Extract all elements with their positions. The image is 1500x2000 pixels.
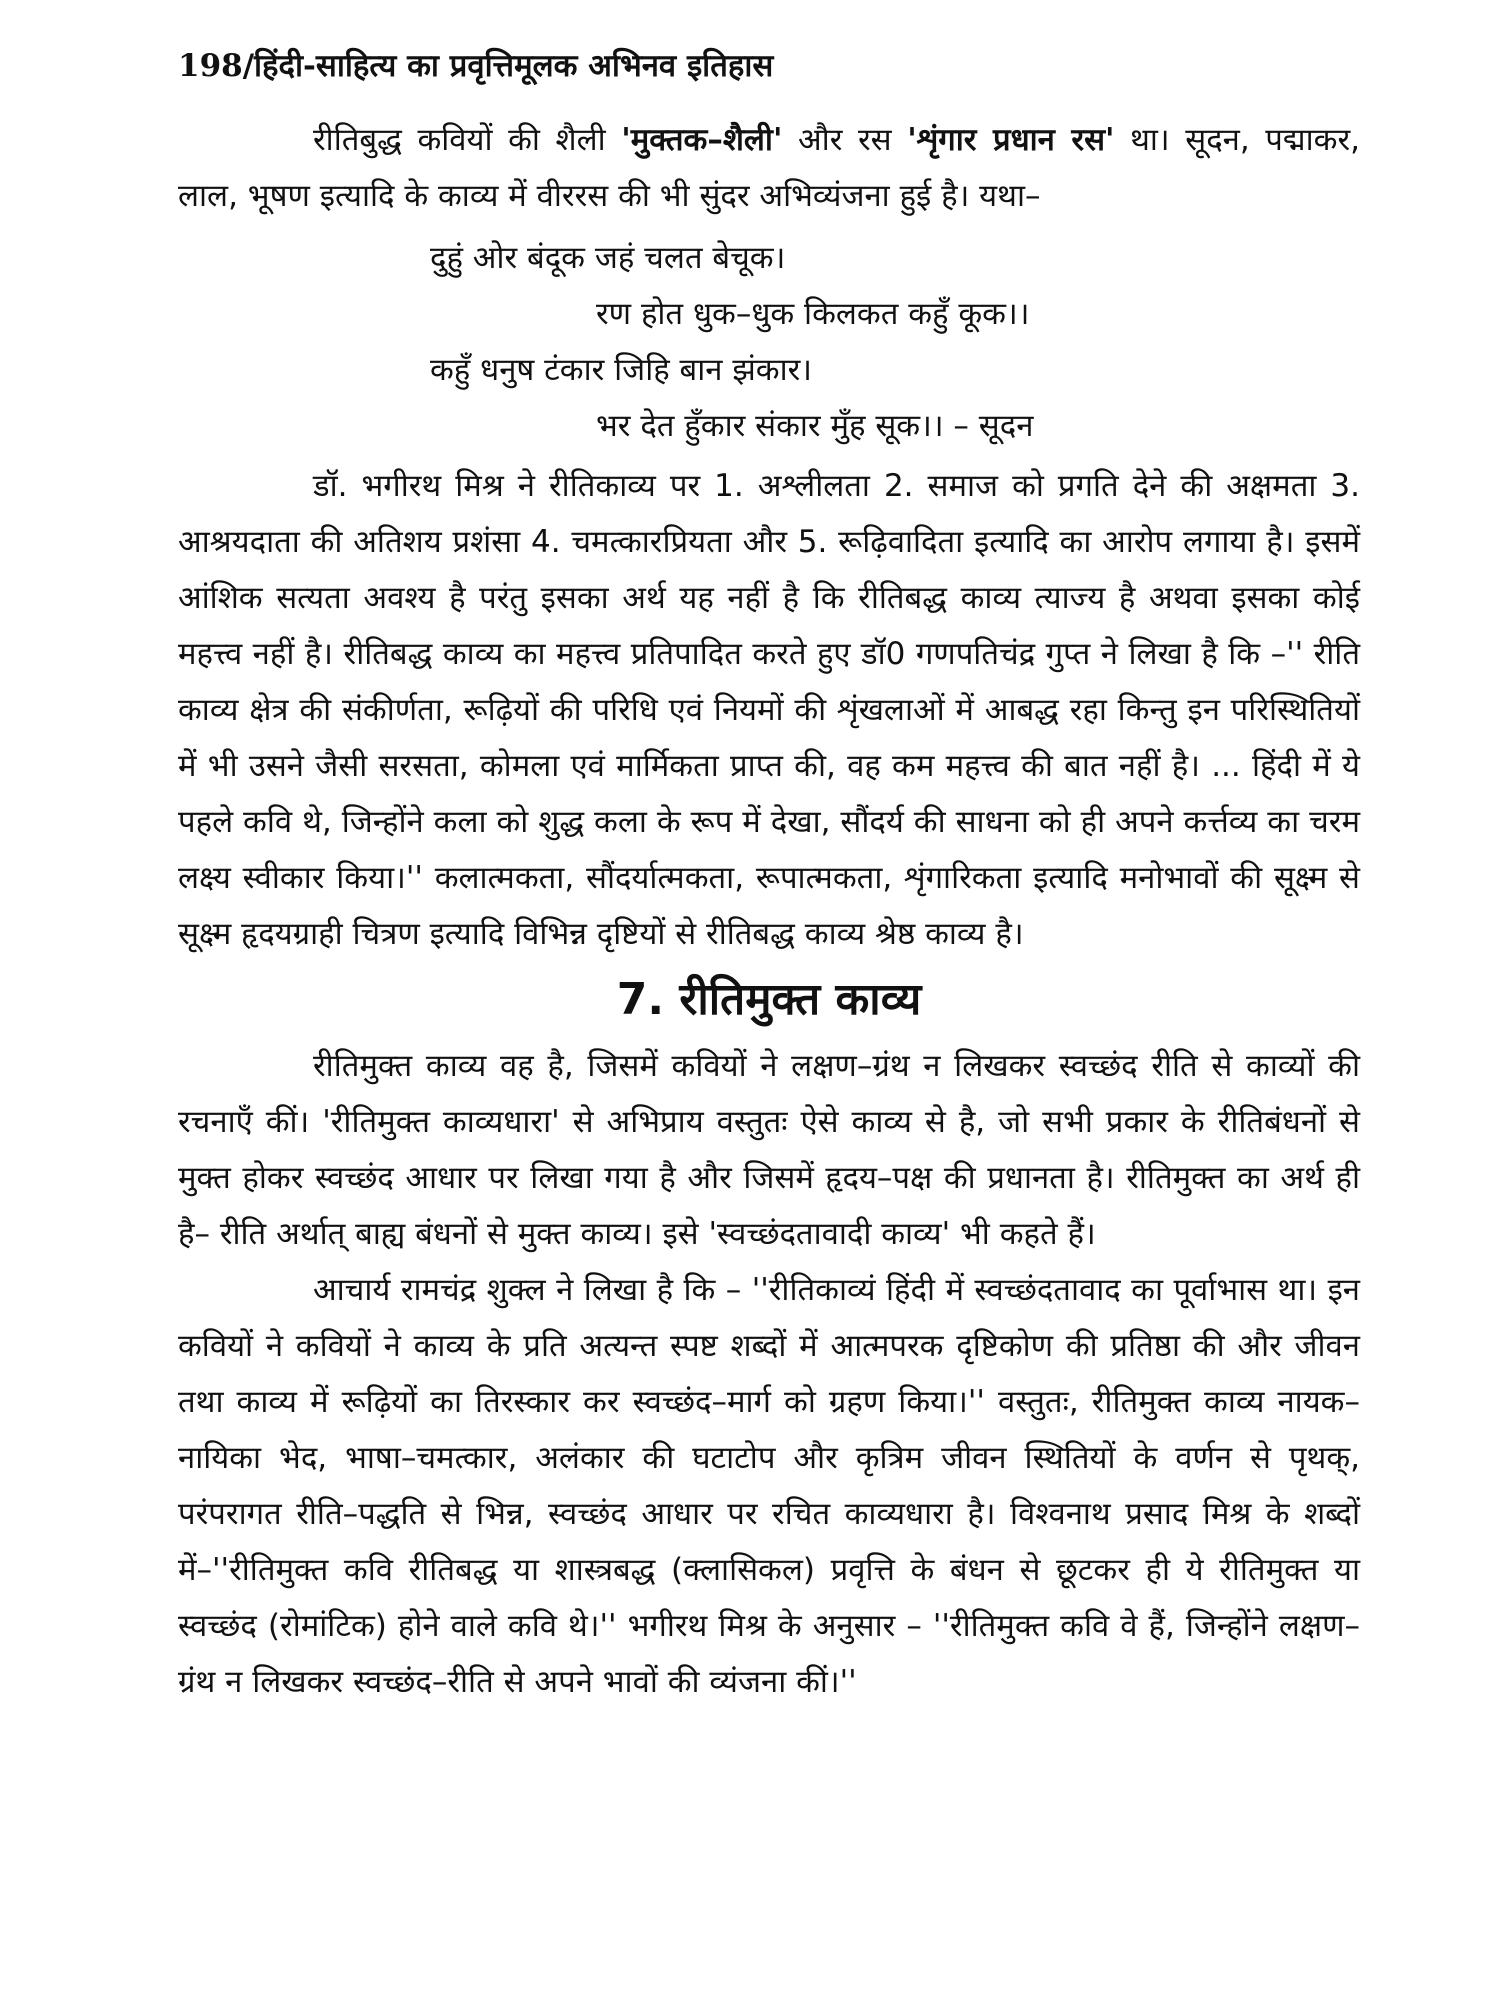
section-heading: 7. रीतिमुक्त काव्य [616, 974, 922, 1025]
paragraph-1 [178, 112, 1360, 224]
verse-line-4: भर देत हुँकार संकार मुँह सूक।। – सूदन [596, 408, 1034, 444]
paragraph-1-bold-a: 'मुक्तक–शैली' [621, 122, 783, 158]
paragraph-1-text-c: था। सूदन, पद्माकर, लाल, भूषण इत्यादि के काव्य में वीररस की भी सुंदर अभिव्यंजना हुई है। यथा– [178, 122, 1360, 214]
paragraph-2: डॉ. भगीरथ मिश्र ने रीतिकाव्य पर 1. अश्लीलता 2. समाज को प्रगति देने की अक्षमता 3. आश्रयदाता की अतिशय प्रशंसा 4. चमत्कारप्रियता और 5. रूढ़िवादिता इत्यादि का आरोप लगाया है। इसमें आंशिक सत्यता अवश्य है परंतु इसका अर्थ यह नहीं है कि रीतिबद्ध काव्य त्याज्य है अथवा इसका कोई महत्त्व नहीं है। रीतिबद्ध काव्य का महत्त्व प्रतिपादित करते हुए डॉ0 गणपतिचंद्र गुप्त ने लिखा है कि –'' रीति काव्य क्षेत्र की संकीर्णता, रूढ़ियों की परिधि एवं नियमों की शृंखलाओं में आबद्ध रहा किन्तु इन परिस्थितियों में भी उसने जैसी सरसता, कोमला एवं मार्मिकता प्राप्त की, वह कम महत्त्व की बात नहीं है। ... हिंदी में ये पहले कवि थे, जिन्होंने कला को शुद्ध कला के रूप में देखा, सौंदर्य की साधना को ही अपने कर्त्तव्य का चरम लक्ष्य स्वीकार किया।'' कलात्मकता, सौंदर्यात्मकता, रूपात्मकता, शृंगारिकता इत्यादि मनोभावों की सूक्ष्म से सूक्ष्म हृदयग्राही चित्रण इत्यादि विभिन्न दृष्टियों से रीतिबद्ध काव्य श्रेष्ठ काव्य है। [178, 468, 1360, 952]
verse-line-3: कहुँ धनुष टंकार जिहि बान झंकार। [430, 352, 813, 388]
paragraph-1-text-b: और रस [782, 122, 908, 158]
paragraph-4: आचार्य रामचंद्र शुक्ल ने लिखा है कि – ''रीतिकाव्यं हिंदी में स्वच्छंदतावाद का पूर्वाभास था। इन कवियों ने कवियों ने काव्य के प्रति अत्यन्त स्पष्ट शब्दों में आत्मपरक दृष्टिकोण की प्रतिष्ठा की और जीवन तथा काव्य में रूढ़ियों का तिरस्कार कर स्वच्छंद–मार्ग को ग्रहण किया।'' वस्तुतः, रीतिमुक्त काव्य नायक–नायिका भेद, भाषा–चमत्कार, अलंकार की घटाटोप और कृत्रिम जीवन स्थितियों के वर्णन से पृथक्, परंपरागत रीति–पद्धति से भिन्न, स्वच्छंद आधार पर रचित काव्यधारा है। विश्वनाथ प्रसाद मिश्र के शब्दों में–''रीतिमुक्त कवि रीतिबद्ध या शास्त्रबद्ध (क्लासिकल) प्रवृत्ति के बंधन से छूटकर ही ये रीतिमुक्त या स्वच्छंद (रोमांटिक) होने वाले कवि थे।'' भगीरथ मिश्र के अनुसार – ''रीतिमुक्त कवि वे हैं, जिन्होंने लक्षण–ग्रंथ न लिखकर स्वच्छंद–रीति से अपने भावों की व्यंजना कीं।'' [178, 1272, 1360, 1700]
paragraph-1-text-a: रीतिबुद्ध कवियों की शैली [313, 122, 622, 158]
paragraph-3: रीतिमुक्त काव्य वह है, जिसमें कवियों ने लक्षण–ग्रंथ न लिखकर स्वच्छंद रीति से काव्यों की रचनाएँ कीं। 'रीतिमुक्त काव्यधारा' से अभिप्राय वस्तुतः ऐसे काव्य से है, जो सभी प्रकार के रीतिबंधनों से मुक्त होकर स्वच्छंद आधार पर लिखा गया है और जिसमें हृदय–पक्ष की प्रधानता है। रीतिमुक्त का अर्थ ही है– रीति अर्थात् बाह्य बंधनों से मुक्त काव्य। इसे 'स्वच्छंदतावादी काव्य' भी कहते हैं। [178, 1048, 1360, 1252]
paragraph-1-bold-b: 'शृंगार प्रधान रस' [907, 122, 1115, 158]
verse-block [178, 230, 1360, 454]
verse-line-1: दुहुं ओर बंदूक जहं चलत बेचूक। [430, 240, 786, 276]
verse-line-2: रण होत धुक–धुक किलकत कहुँ कूक।। [596, 296, 1030, 332]
running-head: 198/हिंदी-साहित्य का प्रवृत्तिमूलक अभिनव इतिहास [178, 48, 774, 84]
